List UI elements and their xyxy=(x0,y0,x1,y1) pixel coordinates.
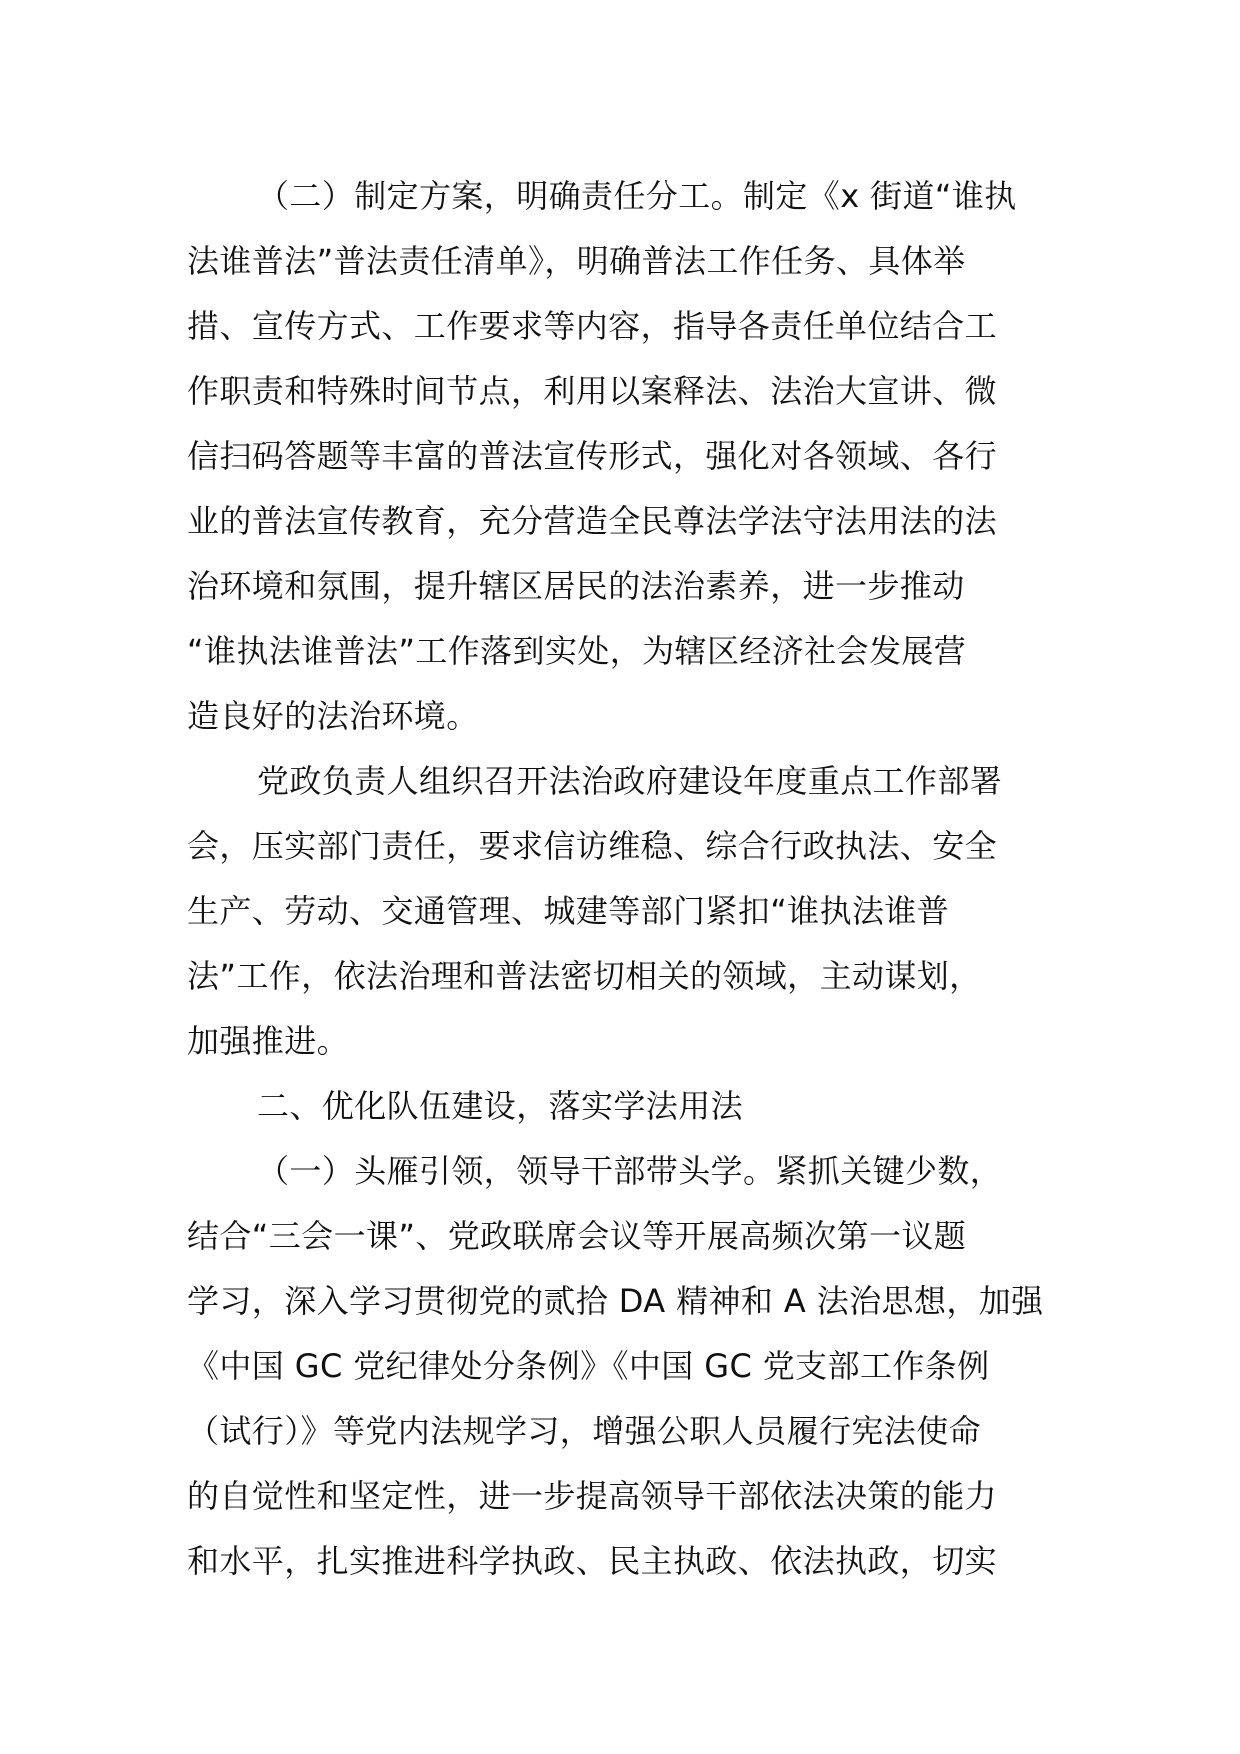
text-line-4: 作职责和特殊时间节点，利用以案释法、法治大宣讲、微 xyxy=(187,372,998,410)
text-line-1: （二）制定方案，明确责任分工。制定《x 街道“谁执 xyxy=(257,177,1017,215)
text-line-19: 《中国 GC 党纪律处分条例》《中国 GC 党支部工作条例 xyxy=(187,1347,990,1385)
text-line-13: 法”工作，依法治理和普法密切相关的领域，主动谋划， xyxy=(187,957,982,995)
text-line-22: 和水平，扎实推进科学执政、民主执政、依法执政，切实 xyxy=(187,1542,998,1580)
text-line-16: （一）头雁引领，领导干部带头学。紧抓关键少数， xyxy=(257,1152,1003,1190)
text-line-7: 治环境和氛围，提升辖区居民的法治素养，进一步推动 xyxy=(187,567,965,605)
text-line-9: 造良好的法治环境。 xyxy=(187,697,479,735)
text-line-11: 会，压实部门责任，要求信访维稳、综合行政执法、安全 xyxy=(187,827,998,865)
text-line-17: 结合“三会一课”、党政联席会议等开展高频次第一议题 xyxy=(187,1217,967,1255)
text-line-2: 法谁普法”普法责任清单》，明确普法工作任务、具体举 xyxy=(187,242,966,280)
text-line-20: （试行）》等党内法规学习，增强公职人员履行宪法使命 xyxy=(187,1412,982,1450)
text-line-8: “谁执法谁普法”工作落到实处，为辖区经济社会发展营 xyxy=(187,632,967,670)
text-line-14: 加强推进。 xyxy=(187,1022,350,1060)
text-line-10: 党政负责人组织召开法治政府建设年度重点工作部署 xyxy=(257,762,1003,800)
text-line-6: 业的普法宣传教育，充分营造全民尊法学法守法用法的法 xyxy=(187,502,998,540)
text-line-15: 二、优化队伍建设，落实学法用法 xyxy=(257,1087,744,1125)
document-body xyxy=(187,164,1053,1594)
text-line-12: 生产、劳动、交通管理、城建等部门紧扣“谁执法谁普 xyxy=(187,892,950,930)
text-line-5: 信扫码答题等丰富的普法宣传形式，强化对各领域、各行 xyxy=(187,437,998,475)
text-line-21: 的自觉性和坚定性，进一步提高领导干部依法决策的能力 xyxy=(187,1477,998,1515)
text-line-3: 措、宣传方式、工作要求等内容，指导各责任单位结合工 xyxy=(187,307,998,345)
text-line-18: 学习，深入学习贯彻党的贰拾 DA 精神和 A 法治思想，加强 xyxy=(187,1282,1044,1320)
